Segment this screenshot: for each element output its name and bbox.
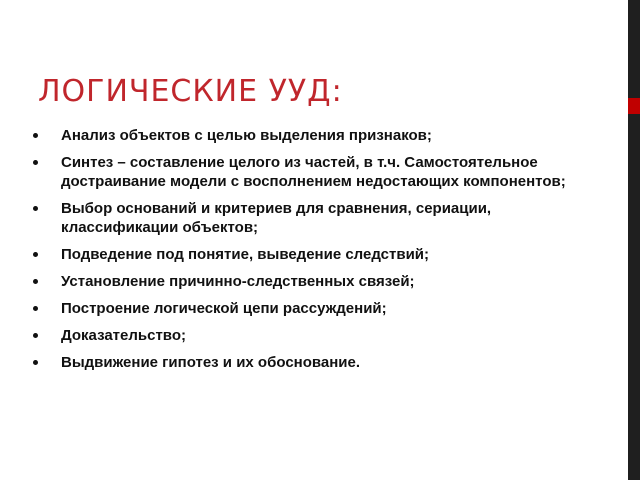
bullet-dot-icon <box>33 333 38 338</box>
bullet-item <box>32 199 592 237</box>
bullet-item <box>32 326 592 345</box>
bullet-text: Выдвижение гипотез и их обоснование. <box>61 354 361 371</box>
bullet-text: Доказательство; <box>61 327 186 344</box>
bullet-text: Подведение под понятие, выведение следствий; <box>61 246 430 263</box>
bullet-dot-icon <box>33 133 38 138</box>
bullet-dot-icon <box>33 252 38 257</box>
right-edge-accent <box>628 98 640 114</box>
bullet-dot-icon <box>33 206 38 211</box>
bullet-dot-icon <box>33 306 38 311</box>
right-edge-bar <box>628 0 640 480</box>
bullet-item <box>32 126 592 145</box>
bullet-dot-icon <box>33 360 38 365</box>
bullet-item <box>32 245 592 264</box>
bullet-text: Анализ объектов с целью выделения признаков; <box>61 127 432 144</box>
bullet-text: Построение логической цепи рассуждений; <box>61 300 387 317</box>
bullet-item <box>32 353 592 372</box>
bullet-text: Выбор оснований и критериев для сравнения, сериации, классификации объектов; <box>61 200 492 236</box>
bullet-dot-icon <box>33 160 38 165</box>
bullet-text: Установление причинно-следственных связей; <box>61 273 415 290</box>
bullet-dot-icon <box>33 279 38 284</box>
bullet-item <box>32 299 592 318</box>
bullet-item <box>32 153 592 191</box>
slide-title: ЛОГИЧЕСКИЕ УУД: <box>38 74 343 109</box>
bullet-list <box>32 126 592 380</box>
bullet-text: Синтез – составление целого из частей, в т.ч. Самостоятельное достраивание модели с восполнением недостающих компонентов; <box>61 154 566 190</box>
bullet-item <box>32 272 592 291</box>
